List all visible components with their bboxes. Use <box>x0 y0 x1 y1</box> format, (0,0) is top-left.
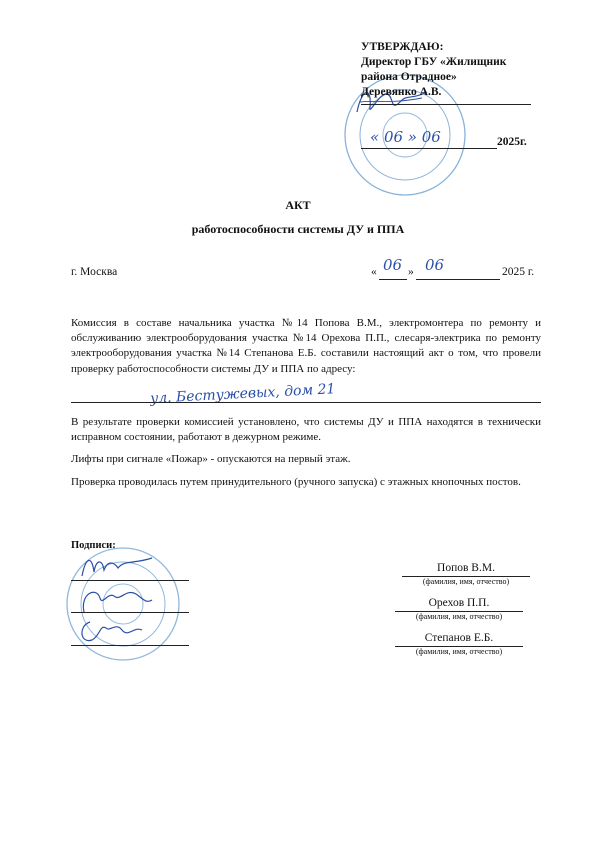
address-hand: ул. Бестужевых, дом 21 <box>149 381 336 407</box>
date-month-line <box>416 279 500 280</box>
signature-3-line <box>71 645 189 646</box>
approval-signature-line <box>361 104 531 105</box>
approval-year: 2025г. <box>497 136 527 148</box>
signature-3-scribble <box>76 616 156 648</box>
signature-2-caption: (фамилия, имя, отчество) <box>415 612 503 621</box>
approval-line-2: района Отрадное» <box>361 71 457 83</box>
signature-3-caption: (фамилия, имя, отчество) <box>415 647 503 656</box>
document-title: АКТ <box>285 198 311 212</box>
signature-1-scribble <box>78 552 158 580</box>
approval-block <box>361 40 506 100</box>
signature-2-line <box>71 612 189 613</box>
date-day-hand: 06 <box>383 256 403 274</box>
approval-signer: Деревянко А.В. <box>361 86 442 98</box>
paragraph-result: В результате проверки комиссией установлено, что системы ДУ и ППА находятся в технически исправном состоянии, работают в дежурном режиме. <box>71 416 541 444</box>
signature-1-name: Попов В.М. <box>437 562 495 574</box>
approval-line-1: Директор ГБУ «Жилищник <box>361 56 507 68</box>
approval-title: УТВЕРЖДАЮ: <box>361 41 444 53</box>
date-day-line <box>379 279 407 280</box>
address-line <box>71 402 541 403</box>
signature-3-name: Степанов Е.Б. <box>424 632 494 644</box>
paragraph-commission: Комиссия в составе начальника участка №14 Попова В.М., электромонтера по ремонту и обслуживанию электрооборудования участка №14 Орехова П.П., слесаря-электрика по ремонту электрооборудования участка №14 Степанова Е.Б. составили настоящий акт о том, что провели проверку работоспособности системы ДУ и ППА по адресу: <box>71 317 541 375</box>
paragraph-lifts: Лифты при сигнале «Пожар» - опускаются на первый этаж. <box>71 453 351 465</box>
date-close-quote: » <box>408 266 414 278</box>
date-open-quote: « <box>371 266 377 278</box>
date-year: 2025 г. <box>502 266 535 278</box>
approval-date-hand: « 06 » 06 <box>370 128 441 146</box>
signature-1-line <box>71 580 189 581</box>
paragraph-method: Проверка проводилась путем принудительного (ручного запуска) с этажных кнопочных постов. <box>71 476 521 488</box>
signature-2-name: Орехов П.П. <box>428 597 490 609</box>
place: г. Москва <box>71 266 118 278</box>
date-month-hand: 06 <box>425 256 445 274</box>
document-subtitle: работоспособности системы ДУ и ППА <box>191 222 405 236</box>
approval-date-line <box>361 148 497 149</box>
signatures-label: Подписи: <box>71 540 116 551</box>
signature-1-caption: (фамилия, имя, отчество) <box>422 577 510 586</box>
